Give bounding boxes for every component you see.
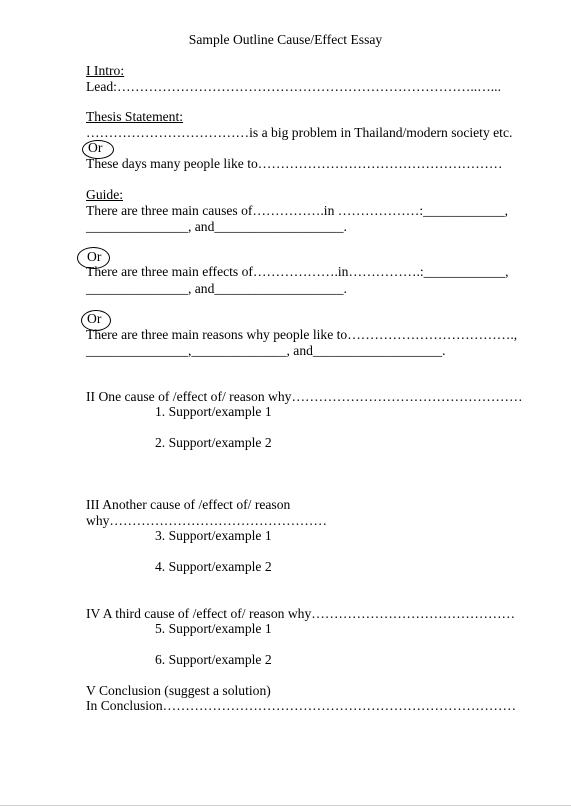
- section-4-heading: IV A third cause of /effect of/ reason why………………………………………: [86, 606, 516, 621]
- thesis-heading: Thesis Statement:: [86, 109, 184, 124]
- guide-causes-line-1: There are three main causes of…………….in ………………:____________,: [86, 203, 509, 218]
- effects-first-letter: T: [86, 264, 95, 279]
- intro-lead: Lead:……………………………………………………………………..…...: [86, 79, 501, 94]
- guide-heading: Guide:: [86, 187, 123, 202]
- support-item: 5. Support/example 1: [155, 621, 272, 636]
- guide-effects-line-2: _______________, and___________________.: [86, 281, 347, 296]
- or-label: Or: [87, 249, 102, 264]
- support-item: 2. Support/example 2: [155, 435, 272, 450]
- support-item: 4. Support/example 2: [155, 559, 272, 574]
- guide-reasons-line-1: [86, 327, 517, 343]
- section-5-heading: V Conclusion (suggest a solution): [86, 683, 271, 698]
- guide-causes-line-2: _______________, and___________________.: [86, 219, 347, 234]
- section-3-heading-line-2: why…………………………………………: [86, 513, 327, 528]
- reasons-first-letter: T: [86, 327, 95, 342]
- thesis-line-2-rest: hese days many people like to………………………………………………: [94, 156, 503, 171]
- thesis-line-2: [86, 156, 502, 172]
- document-title: Sample Outline Cause/Effect Essay: [188, 32, 383, 47]
- thesis-line-1: ………………………………is a big problem in Thailand/modern society etc.: [86, 125, 513, 140]
- section-3-heading-line-1: III Another cause of /effect of/ reason: [86, 497, 291, 512]
- support-item: 1. Support/example 1: [155, 404, 272, 419]
- support-item: 3. Support/example 1: [155, 528, 272, 543]
- guide-reasons-line-2: _______________,______________, and___________________.: [86, 343, 446, 358]
- section-2-heading: II One cause of /effect of/ reason why……………………………………………: [86, 389, 523, 404]
- or-label: Or: [88, 140, 103, 155]
- support-item: 6. Support/example 2: [155, 652, 272, 667]
- or-label: Or: [87, 311, 102, 326]
- intro-heading: I Intro:: [86, 63, 125, 78]
- reasons-rest: here are three main reasons why people like to……………………………….,: [94, 327, 518, 342]
- conclusion-line: In Conclusion……………………………………………………………………: [86, 698, 517, 713]
- guide-effects-line-1: [86, 264, 509, 280]
- effects-rest: here are three main effects of……………….in…………….:____________,: [94, 264, 509, 279]
- thesis-line-2-first: T: [86, 156, 95, 171]
